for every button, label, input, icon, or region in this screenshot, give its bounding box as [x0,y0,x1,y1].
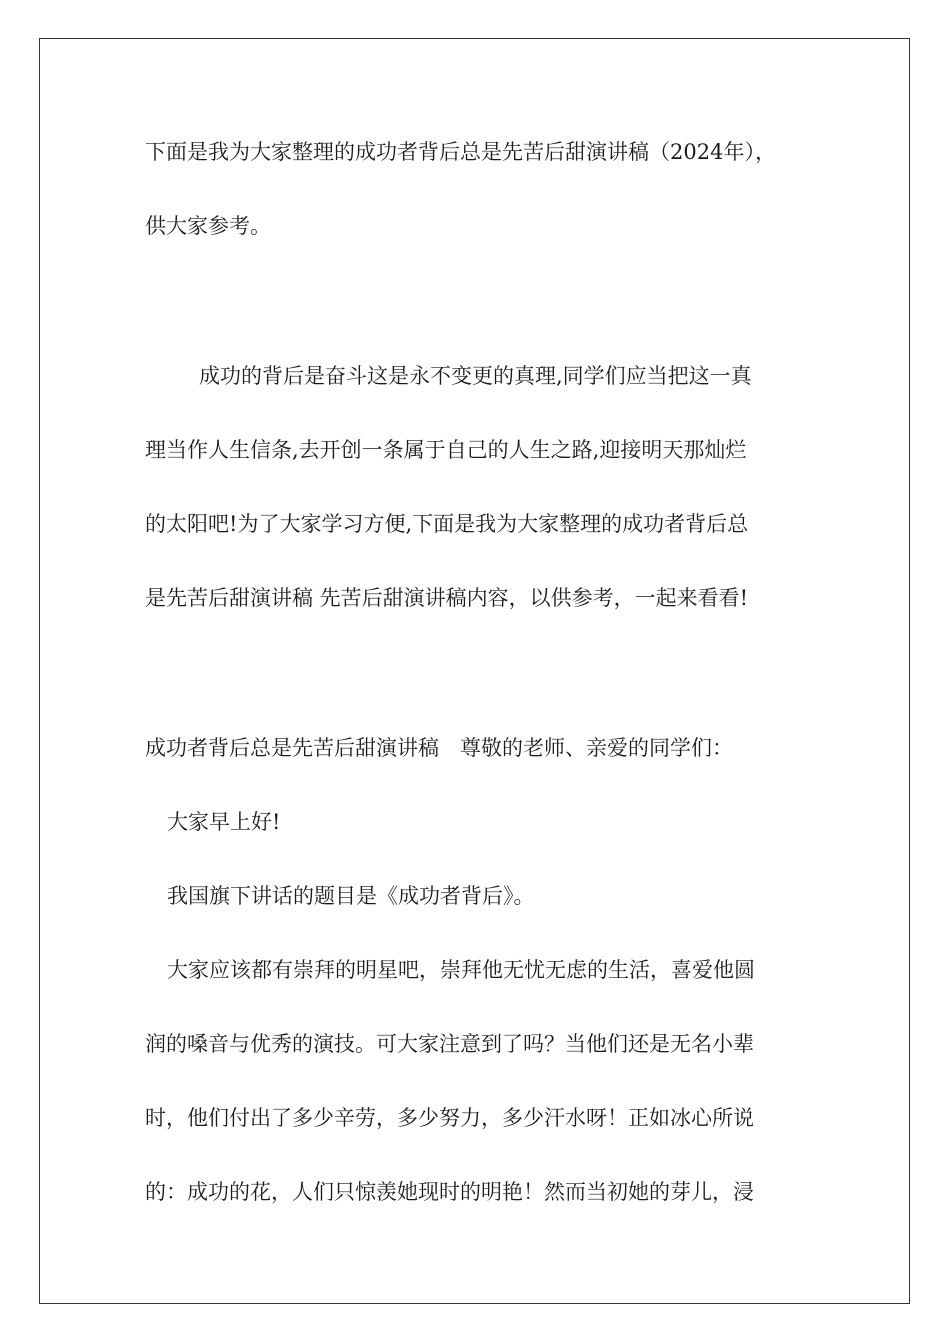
summary-line-2: 理当作人生信条,去开创一条属于自己的人生之路,迎接明天那灿烂 [145,438,747,462]
greeting: 大家早上好! [167,810,281,834]
body-line-4: 的：成功的花，人们只惊羡她现时的明艳！然而当初她的芽儿，浸 [145,1180,754,1204]
intro-line-2: 供大家参考。 [145,214,271,238]
summary-line-4: 是先苦后甜演讲稿 先苦后甜演讲稿内容，以供参考，一起来看看! [145,586,749,610]
summary-line-1: 成功的背后是奋斗这是永不变更的真理,同学们应当把这一真 [199,364,752,388]
speech-topic: 我国旗下讲话的题目是《成功者背后》。 [167,884,535,908]
body-line-3: 时，他们付出了多少辛劳，多少努力，多少汗水呀！正如冰心所说 [145,1106,754,1130]
body-line-2: 润的嗓音与优秀的演技。可大家注意到了吗？当他们还是无名小辈 [145,1032,754,1056]
intro-line-1: 下面是我为大家整理的成功者背后总是先苦后甜演讲稿（2024年）， [145,140,776,164]
body-line-1: 大家应该都有崇拜的明星吧，崇拜他无忧无虑的生活，喜爱他圆 [167,958,755,982]
speech-heading: 成功者背后总是先苦后甜演讲稿 尊敬的老师、亲爱的同学们： [145,736,733,760]
summary-line-3: 的太阳吧!为了大家学习方便,下面是我为大家整理的成功者背后总 [145,512,749,536]
